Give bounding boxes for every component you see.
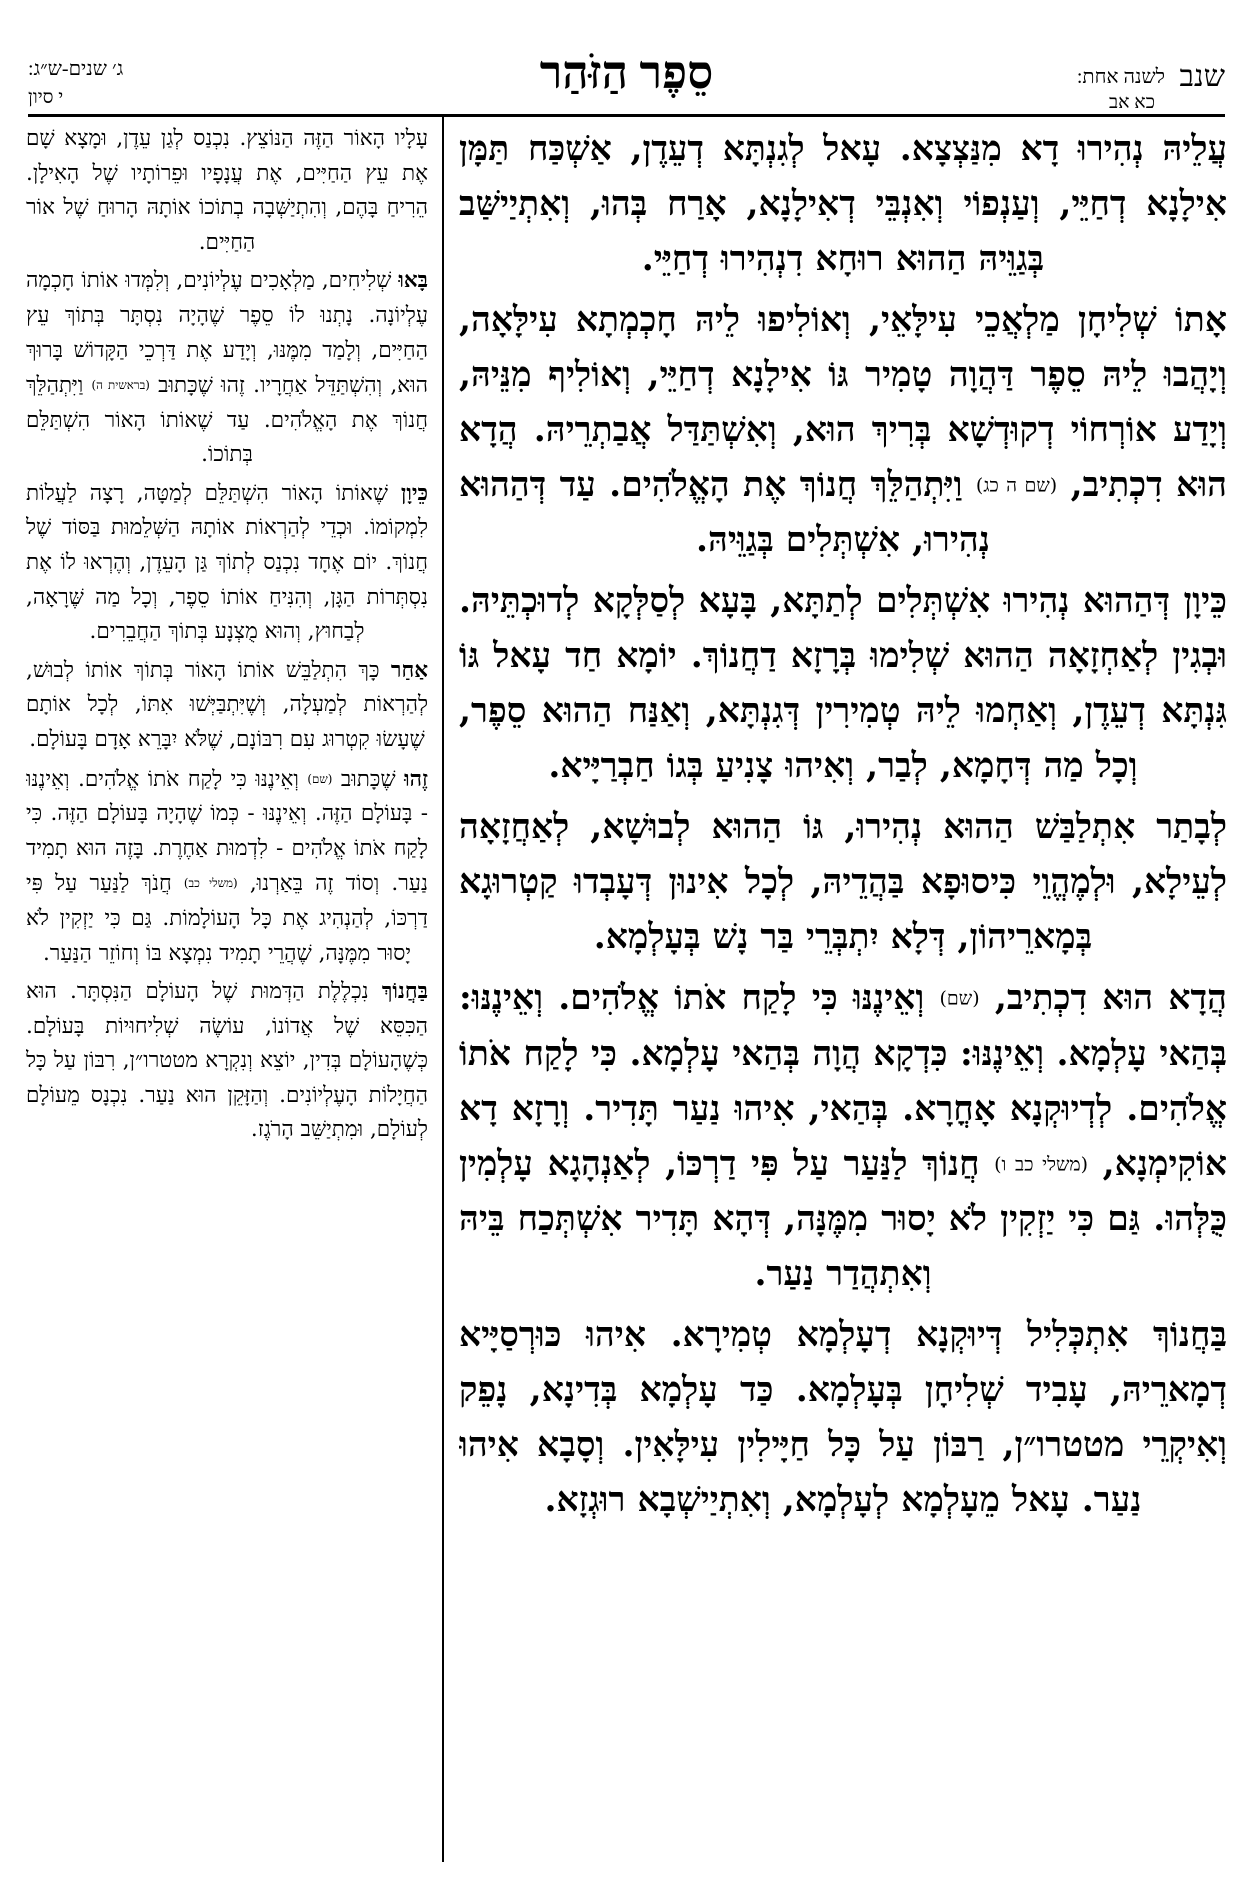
year-label: לשנה אחת: [1076,66,1165,88]
main-paragraph-2: אָתוֹ שְׁלִיחָן מַלְאֲכֵי עִילָּאֵי, וְאוֹלִיפוּ לֵיהּ חָכְמְתָא עִילָּאָה, וְיָהֲבוּ לֵיהּ סֵפֶר דַּהֲוָה טָמִיר גּוֹ אִילָנָא דְחַיֵּי, וְאוֹלִיף מִנֵּיהּ, וְיָדַע אוֹרְחוֹי דְקוּדְשָׁא בְּרִיךְ הוּא, וְאִשְׁתַּדַּל אֲבַתְרֵיהּ. הֲדָא הוּא דִכְתִיב, (שם ה כג) וַיִּתְהַלֵּךְ חֲנוֹךְ אֶת הָאֱלֹהִים. עַד דְּהַהוּא נְהִירוּ, אִשְׁתְּלִים בְּגַוֵּיהּ. [459,300,1227,561]
header-left [28,58,258,109]
date-right: כא אב [1109,92,1155,113]
column-divider [442,117,444,1862]
main-paragraph-1: עֲלֵיהּ נְהִירוּ דָא מִנַּצְצָא. עָאל לְגִנְתָּא דְעֵדֶן, אַשְׁכַּח תַּמָּן אִילָנָא דְחַיֵּי, וְעַנְפוֹי וְאִנְבֵּי דְאִילָנָא, אָרַח בְּהוּ, וְאִתְיַישַּׁב בְּגַוֵּיהּ הַהוּא רוּחָא דִנְהִירוּ דְחַיֵּי. [459,129,1227,279]
lead-word: אַחַר [390,657,428,683]
lead-word: כֵּיוָן [1183,581,1227,622]
lead-word: בַּחֲנוֹךְ [1152,1314,1227,1355]
lead-word: בָּאוּ [398,268,428,294]
side-paragraph-4: אַחַר כָּךְ הִתְלַבֵּשׁ אוֹתוֹ הָאוֹר בְּתוֹךְ אוֹתוֹ לְבוּשׁ, לְהַרְאוֹת לְמַעְלָה, וְשֶׁיִּתְבַּיְּשׁוּ אִתּוֹ, לְכָל אוֹתָם שֶׁעָשׂוּ קִטְרוּג עִם רִבּוֹנָם, שֶׁלֹּא יִבָּרֵא אָדָם בָּעוֹלָם. [26,657,428,753]
lead-word: כֵּיוָן [400,480,428,506]
lead-word: הֲדָא [1168,978,1227,1019]
main-paragraph-5: הֲדָא הוּא דִכְתִיב, (שם) וְאֵינֶנּוּ כִּי לָקַח אֹתוֹ אֱלֹהִים. וְאֵינֶנּוּ: בְּהַאי עָלְמָא. וְאֵינֶנּוּ: כִּדְקָא הֲוָה בְּהַאי עָלְמָא. כִּי לָקַח אֹתוֹ אֱלֹהִים. לְדְיוּקְנָא אָחֳרָא. בְּהַאי, אִיהוּ נַעַר תָּדִיר. וְרָזָא דָא אוֹקִימְנָא, (משלי כב ו) חֲנוֹךְ לַנַּעַר עַל פִּי דַרְכּוֹ, לְאַנְהָגָא עָלְמִין כֻּלְּהוּ. גַּם כִּי יַזְקִין לֹא יָסוּר מִמֶּנָּה, דְּהָא תָּדִיר אִשְׁתְּכַח בֵּיהּ וְאִתְהֲדַר נַעַר. [459,978,1227,1294]
source-ref: (שם ה כג) [975,474,1058,497]
date-left: י סיון [28,87,64,108]
side-paragraph-5: זֶהוּ שֶׁכָּתוּב (שם) וְאֵינֶנּוּ כִּי לָקַח אֹתוֹ אֱלֹהִים. וְאֵינֶנּוּ - בָּעוֹלָם הַזֶּה. וְאֵינֶנּוּ - כְּמוֹ שֶׁהָיָה בָּעוֹלָם הַזֶּה. כִּי לָקַח אֹתוֹ אֱלֹהִים - לִדְמוּת אַחֶרֶת. בָּזֶה הוּא תָמִיד נַעַר. וְסוֹד זֶה בֵּאַרְנוּ, (משלי כב) חֲנֹךְ לַנַּעַר עַל פִּי דַרְכּוֹ, לְהַנְהִיג אֶת כָּל הָעוֹלָמוֹת. גַּם כִּי יַזְקִין לֹא יָסוּר מִמֶּנָּה, שֶׁהֲרֵי תָמִיד נִמְצָא בּוֹ וְחוֹזֵר הַנַּעַר. [26,766,428,966]
source-ref: (שם) [307,771,333,786]
aramaic-column [459,122,1227,1862]
source-ref: (משלי כב) [183,876,238,891]
side-paragraph-6: בַּחֲנוֹךְ נִכְלֶלֶת הַדְּמוּת שֶׁל הָעוֹלָם הַנִּסְתָּר. הוּא הַכִּסֵּא שֶׁל אֲדוֹנוֹ, עוֹשֶׂה שְׁלִיחוּיוֹת בָּעוֹלָם. כְּשֶׁהָעוֹלָם בְּדִין, יוֹצֵא וְנִקְרָא מטטרו״ן, רִבּוֹן עַל כָּל הַחֲיָלוֹת הָעֶלְיוֹנִים. וְהַזָּקֵן הוּא נַעַר. נִכְנָס מֵעוֹלָם לְעוֹלָם, וּמִתְיַשֵּׁב הָרֹגֶז. [26,979,428,1143]
header-rule [28,114,1225,117]
week-label: שנב [1179,60,1225,93]
hebrew-translation-column [26,122,428,1862]
page-title: סֵפֶר הַזֹּהַר [539,47,714,98]
source-ref: (שם) [939,987,980,1010]
side-paragraph-2: בָּאוּ שְׁלִיחִים, מַלְאָכִים עֶלְיוֹנִים, וְלִמְּדוּ אוֹתוֹ חָכְמָה עֶלְיוֹנָה. נָתְנוּ לוֹ סֵפֶר שֶׁהָיָה נִסְתָּר בְּתוֹךְ עֵץ הַחַיִּים, וְלָמַד מִמֶּנּוּ, וְיָדַע אֶת דַּרְכֵי הַקָּדוֹשׁ בָּרוּךְ הוּא, וְהִשְׁתַּדֵּל אַחֲרָיו. זֶהוּ שֶׁכָּתוּב (בראשית ה) וַיִּתְהַלֵּךְ חֲנוֹךְ אֶת הָאֱלֹהִים. עַד שֶׁאוֹתוֹ הָאוֹר הִשְׁתַּלֵּם בְּתוֹכוֹ. [26,268,428,468]
side-paragraph-3: כֵּיוָן שֶׁאוֹתוֹ הָאוֹר הִשְׁתַּלֵּם לְמַטָּה, רָצָה לַעֲלוֹת לִמְקוֹמוֹ. וּכְדֵי לְהַרְאוֹת אוֹתָהּ הַשְּׁלֵמוּת בַּסּוֹד שֶׁל חֲנוֹךְ. יוֹם אֶחָד נִכְנַס לְתוֹךְ גַּן הָעֵדֶן, וְהֶרְאוּ לוֹ אֶת נִסְתְּרוֹת הַגָּן, וְהִנִּיחַ אוֹתוֹ סֵפֶר, וְכָל מַה שֶּׁרָאָה, לְבַחוּץ, וְהוּא מֻצְנָע בְּתוֹךְ הַחֲבֵרִים. [26,480,428,645]
source-ref: (משלי כב ו) [994,1152,1089,1175]
main-paragraph-4: לְבָתַר אִתְלַבַּשׁ הַהוּא נְהִירוּ, גּוֹ הַהוּא לְבוּשָׁא, לְאַחֲזָאָה לְעֵילָא, וּלְמֶהֱוֵי כִּיסוּפָא בַּהֲדֵיהּ, לְכָל אִינוּן דְּעָבְדוּ קַטְרוּגָא בְּמָארֵיהוֹן, דְּלָא יִתְבְּרֵי בַּר נָשׁ בְּעָלְמָא. [459,807,1227,958]
source-ref: (בראשית ה) [91,378,150,393]
lead-word: לְבָתַר [1156,807,1227,848]
lead-word: זֶהוּ [404,766,428,792]
main-paragraph-6: בַּחֲנוֹךְ אִתְכְּלִיל דְּיוּקְנָא דְעָלְמָא טְמִירָא. אִיהוּ כּוּרְסַיָּיא דְמָארֵיהּ, עָבִיד שְׁלִיחָן בְּעָלְמָא. כַּד עָלְמָא בְּדִינָא, נָפֵק וְאִיקְרֵי מטטרו״ן, רַבּוֹן עַל כָּל חַיָּילִין עִילָּאִין. וְסָבָא אִיהוּ נַעַר. עָאל מֵעָלְמָא לְעָלְמָא, וְאִתְיַישְׁבָא רוּגְזָא. [459,1314,1227,1520]
cycle-label: ג׳ שנים-ש״ג: [28,58,124,80]
lead-word: בַּחֲנוֹךְ [381,979,428,1005]
side-paragraph-1: עָלָיו הָאוֹר הַזֶּה הַנּוֹצֵץ. נִכְנַס לְגַן עֵדֶן, וּמָצָא שָׁם אֶת עֵץ הַחַיִּים, אֶת עֲנָפָיו וּפֵרוֹתָיו שֶׁל הָאִילָן. הֵרִיחַ בָּהֶם, וְהִתְיַשְּׁבָה בְתוֹכוֹ אוֹתָהּ הָרוּחַ שֶׁל אוֹר הַחַיִּים. [26,126,428,255]
main-paragraph-3: כֵּיוָן דְּהַהוּא נְהִירוּ אִשְׁתְּלִים לְתַתָּא, בָּעָא לְסַלְּקָא לְדוּכְתֵּיהּ. וּבְגִין לְאַחְזָאָה הַהוּא שְׁלִימוּ בְּרָזָא דַחֲנוֹךְ. יוֹמָא חַד עָאל גּוֹ גִּנְתָּא דְעֵדֶן, וְאַחְמוּ לֵיהּ טְמִירִין דְּגִנְתָּא, וְאַנַּח הַהוּא סֵפֶר, וְכָל מַה דְּחָמָא, לְבַר, וְאִיהוּ צָנִיעַ בְּגוֹ חַבְרַיָּיא. [459,581,1227,787]
lead-word: אָתוֹ [1174,300,1227,340]
